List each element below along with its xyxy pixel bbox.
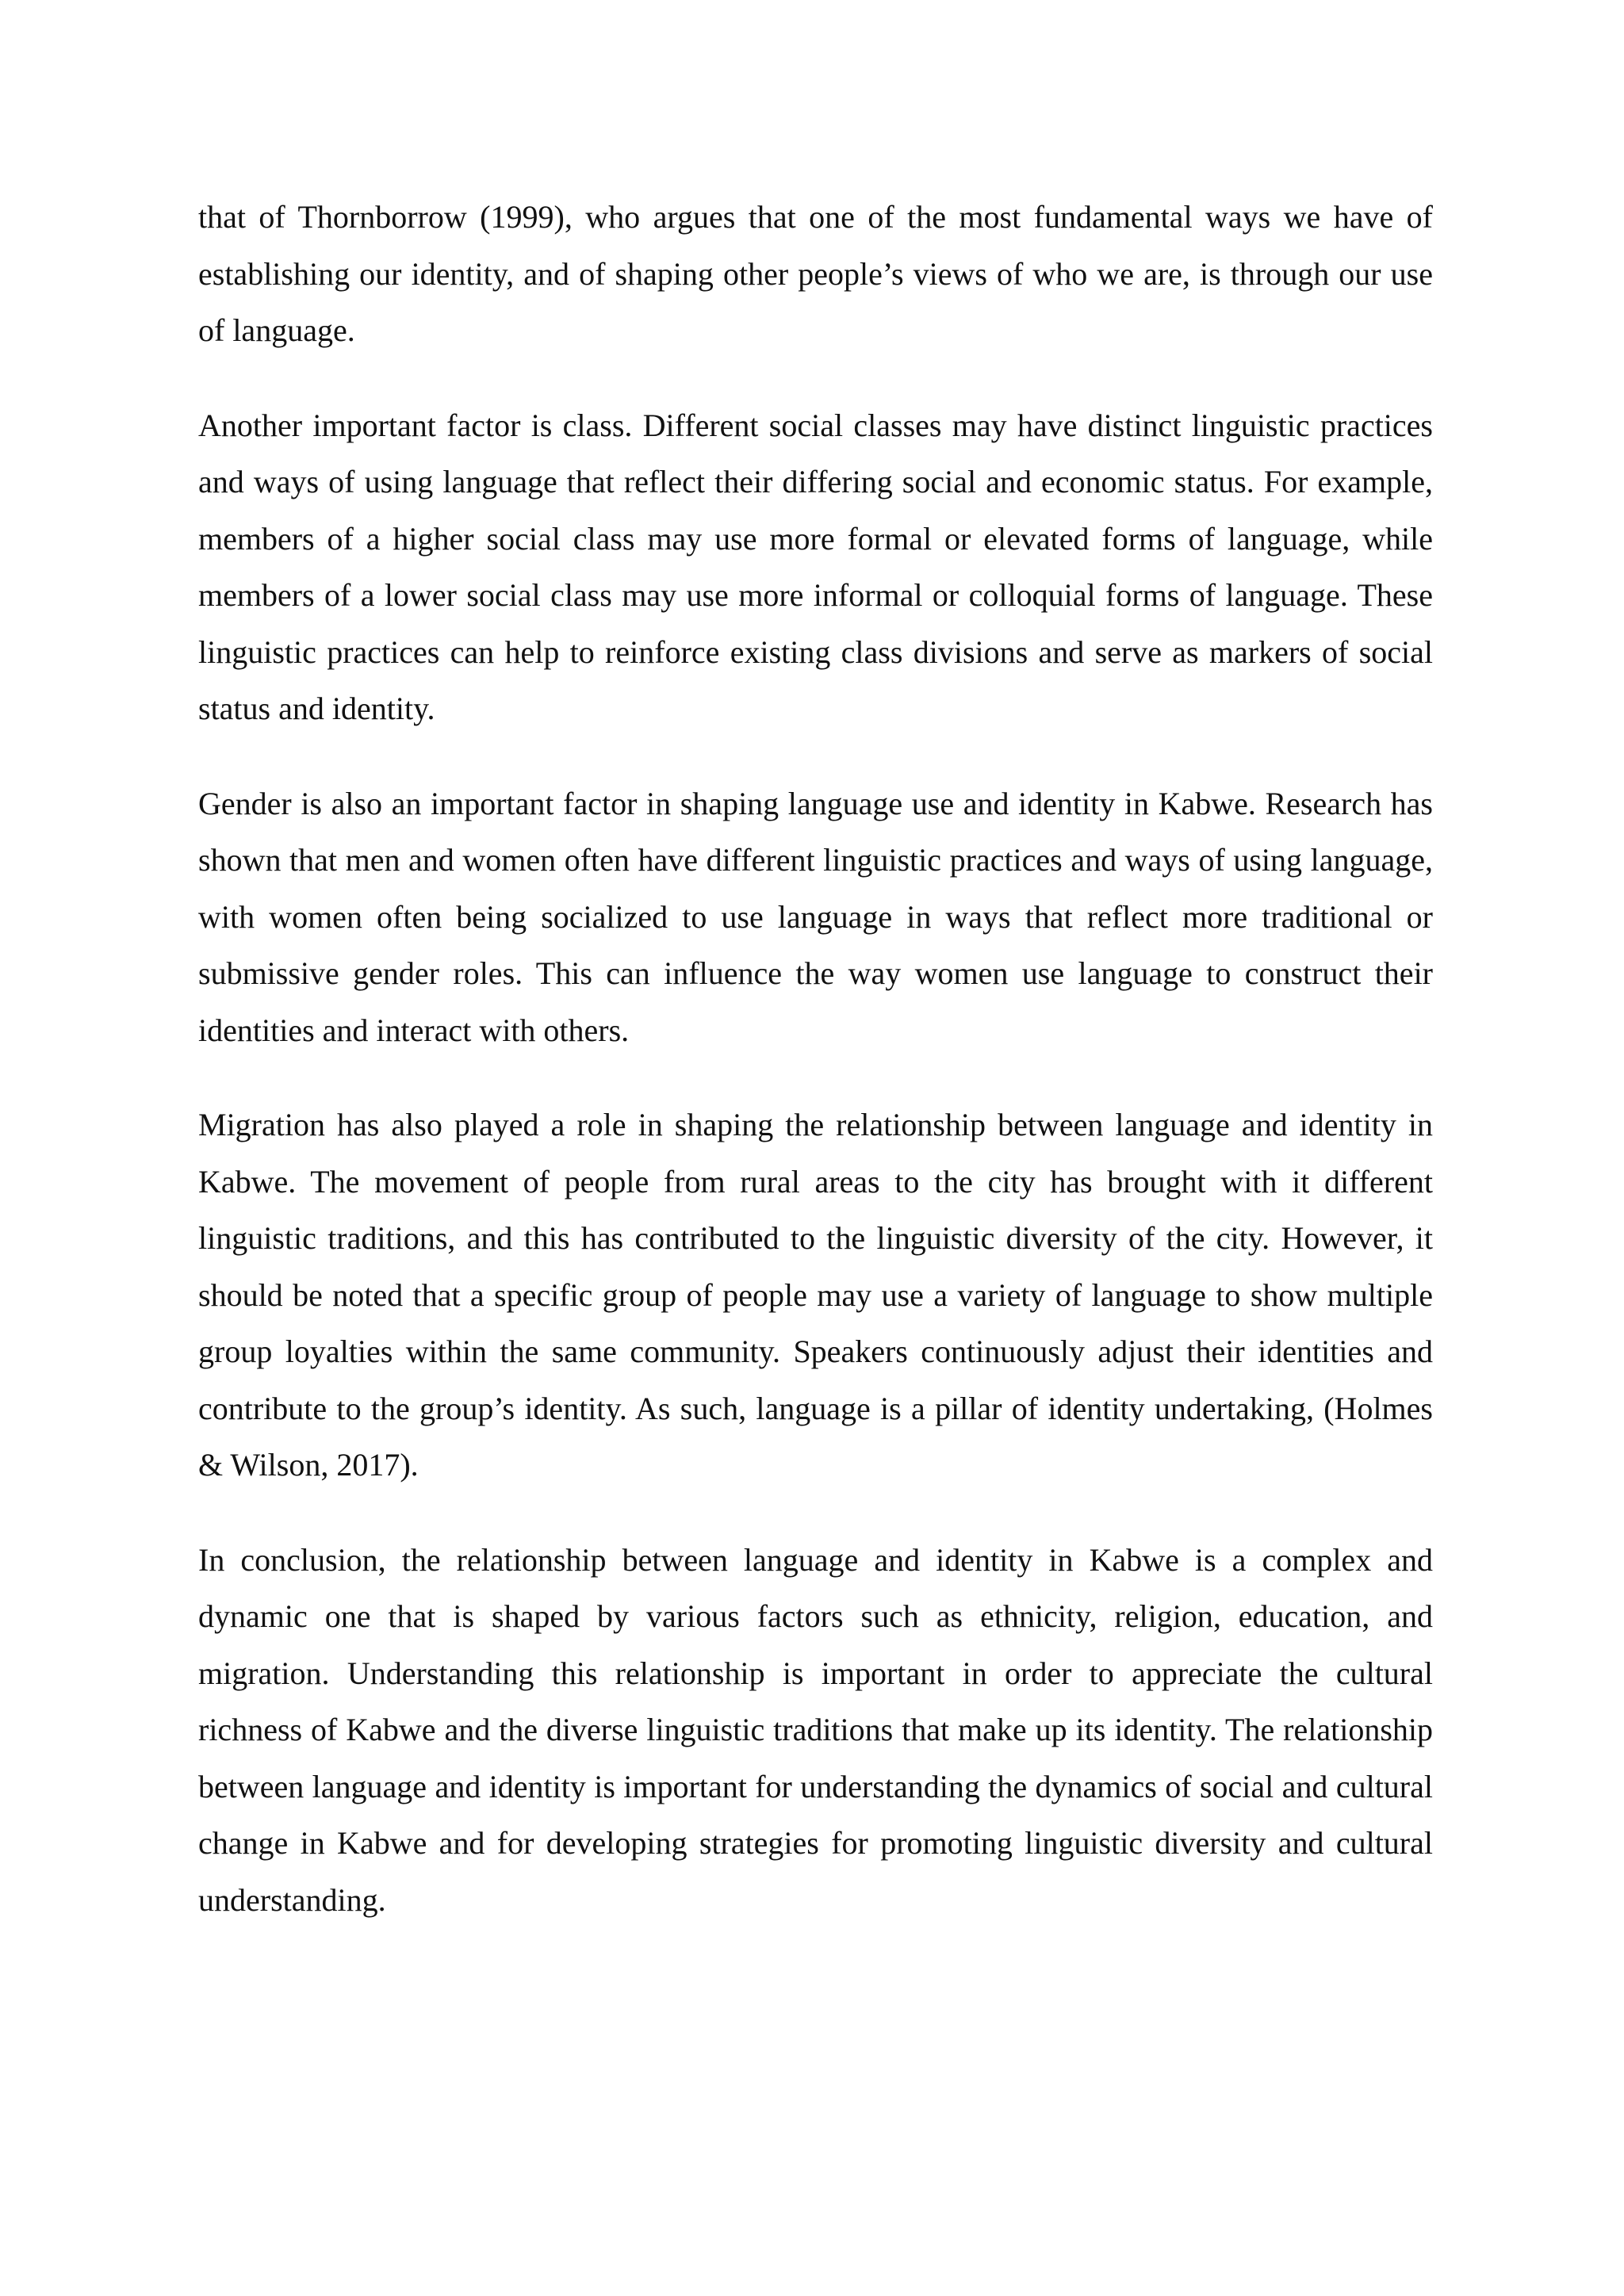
paragraph-thornborrow-quote: that of Thornborrow (1999), who argues that one of the most fundamental ways we have of establishing our identity, and of shaping other people’s views of who we are, is through our use of language.	[198, 199, 1433, 348]
paragraph-conclusion: In conclusion, the relationship between language and identity in Kabwe is a complex and dynamic one that is shaped by various factors such as ethnicity, religion, education, and migration. Understanding this relationship is important in order to appreciate the cultural richness of Kabwe and the diverse linguistic traditions that make up its identity. The relationship between language and identity is important for understanding the dynamics of social and cultural change in Kabwe and for developing strategies for promoting linguistic diversity and cultural understanding.	[198, 1541, 1433, 1918]
paragraph-class: Another important factor is class. Different social classes may have distinct linguistic practices and ways of using language that reflect their differing social and economic status. For example, members of a higher social class may use more formal or elevated forms of language, while members of a lower social class may use more informal or colloquial forms of language. These linguistic practices can help to reinforce existing class divisions and serve as markers of social status and identity.	[198, 407, 1433, 726]
paragraph-gender: Gender is also an important factor in shaping language use and identity in Kabwe. Research has shown that men and women often have different linguistic practices and ways of using language, with women often being socialized to use language in ways that reflect more traditional or submissive gender roles. This can influence the way women use language to construct their identities and interact with others.	[198, 785, 1433, 1048]
paragraph-migration: Migration has also played a role in shaping the relationship between language and identity in Kabwe. The movement of people from rural areas to the city has brought with it different linguistic traditions, and this has contributed to the linguistic diversity of the city. However, it should be noted that a specific group of people may use a variety of language to show multiple group loyalties within the same community. Speakers continuously adjust their identities and contribute to the group’s identity. As such, language is a pillar of identity undertaking, (Holmes & Wilson, 2017).	[198, 1107, 1433, 1483]
document-body	[198, 189, 1433, 1928]
